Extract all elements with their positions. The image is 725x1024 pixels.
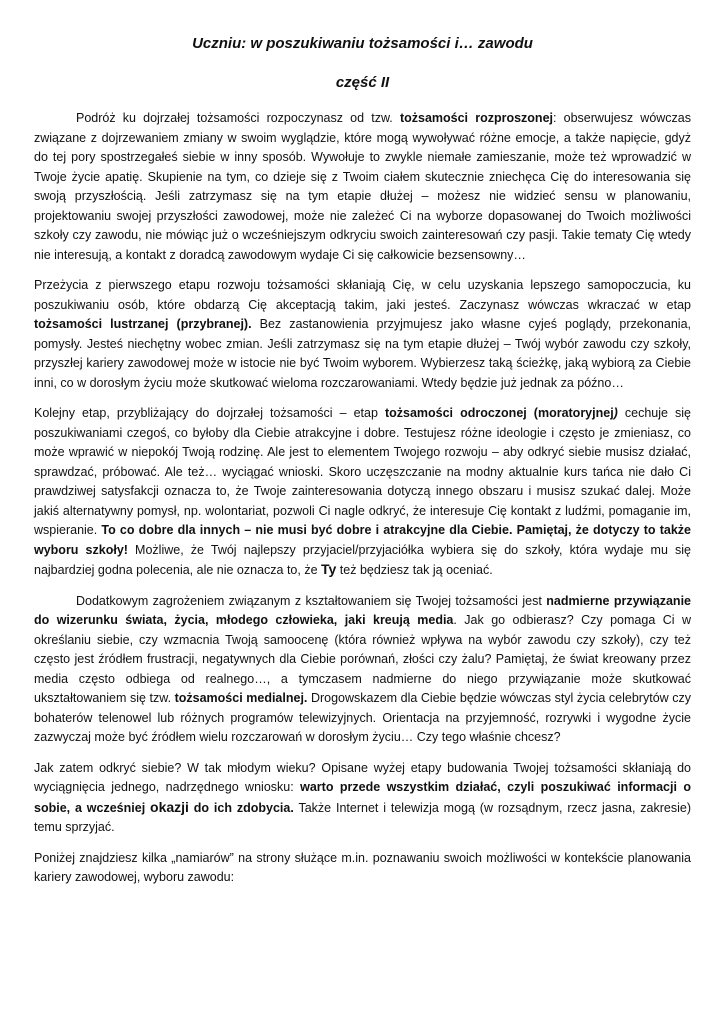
term-media-attachment: nadmierne przywiązanie do wizerunku świata, życia, młodego człowieka, jaki kreują media xyxy=(34,593,691,627)
term-tozsamosc-odroczona: tożsamości odroczonej (moratoryjnej xyxy=(384,406,614,420)
paragraph-conclusion xyxy=(34,759,691,838)
text-run: Kolejny etap, przybliżający do dojrzałej tożsamości – etap xyxy=(34,406,385,420)
paragraph-tozsamosc-rozproszona xyxy=(34,109,691,265)
text-run: Podróż ku dojrzałej tożsamości rozpoczynasz od tzw. xyxy=(76,111,400,125)
paragraph-tozsamosc-lustrzana xyxy=(34,276,691,393)
term-tozsamosc-medialna: tożsamości medialnej. xyxy=(174,691,308,705)
text-run: . Jak go odbierasz? Czy pomaga Ci w określaniu siebie, czy wzmacnia Twoją samoocenę (która również wpływa na wybór zawodu czy szkoły), czy też często jest źródłem frustracji, negatywnych dla Ciebie porównań, złości czy żalu? Pamiętaj, że świat kreowany przez media często odbiega od realnego…, a tymczasem nadmierne do niego przywiązanie może skutkować ukształtowaniem się tzw. xyxy=(34,613,691,705)
text-run: : obserwujesz wówczas związane z dojrzewaniem zmiany w swoim wyglądzie, które mogą wywoływać różne emocje, a także napięcie, gdyż do tej pory spostrzegałeś siebie w inny sposób. Wywołuje to zwykle niemałe zamieszanie, może też wprowadzić w Twoje życie apatię. Skupienie na tym, co dzieje się z Twoim ciałem skutecznie zniechęca Cię do interesowania się swoją przyszłością. Jeśli zatrzymasz się na tym etapie dłużej – możesz nie widzieć sensu w planowaniu, projektowaniu swojej przyszłości zawodowej, może nie zależeć Ci na wyborze dopasowanej do Twoich możliwości szkoły czy zawodu, nie mówiąc już o wcześniejszym odkryciu swoich zainteresowań czy pasji. Takie tematy Cię wtedy nie interesują, a kontakt z doradcą zawodowym wydaje Ci się całkowicie bezsensowny… xyxy=(34,111,692,262)
text-run: Przeżycia z pierwszego etapu rozwoju tożsamości skłaniają Cię, w celu uzyskania lepszego samopoczucia, ku poszukiwaniu osób, które obdarzą Cię akceptacją takim, jaki jesteś. Zaczynasz wówczas wkraczać w etap xyxy=(34,278,691,312)
emphasis-conclusion-end: do ich zdobycia. xyxy=(188,800,294,815)
text-run: Dodatkowym zagrożeniem związanym z kształtowaniem się Twojej tożsamości jest xyxy=(76,593,547,608)
text-run: Jak zatem odkryć siebie? W tak młodym wieku? Opisane wyżej etapy budowania Twojej tożsamości skłaniają do wyciągnięcia jednego, nadrzędnego wniosku: xyxy=(34,760,691,794)
paragraph-links-intro: Poniżej znajdziesz kilka „namiarów” na strony służące m.in. poznawaniu swoich możliwości w kontekście planowania kariery zawodowej, wyboru zawodu: xyxy=(34,850,691,884)
emphasis-conclusion: warto przede wszystkim działać, czyli poszukiwać informacji o sobie, a wcześniej xyxy=(34,780,691,815)
emphasis-ty: Ty xyxy=(321,561,337,577)
paragraph-media xyxy=(34,592,691,748)
text-run: Możliwe, że Twój najlepszy przyjaciel/przyjaciółka wybiera się do szkoły, która wydaje mu się najbardziej godna polecenia, ale nie oznacza to, że xyxy=(34,542,691,577)
text-run: Także Internet i telewizja mogą (w rozsądnym, rzecz jasna, zakresie) temu sprzyjać. xyxy=(34,800,691,834)
document-subtitle: część II xyxy=(335,74,390,91)
emphasis-okazji: okazji xyxy=(150,798,189,815)
term-closing-paren: ) xyxy=(613,406,618,420)
paragraph-tozsamosc-odroczona xyxy=(34,404,691,581)
emphasis-advice: To co dobre dla innych – nie musi być dobre i atrakcyjne dla Ciebie. Pamiętaj, że dotyczy to także wyboru szkoły! xyxy=(34,523,691,557)
text-run: Bez zastanowienia przyjmujesz jako własne cyjeś poglądy, przekonania, pomysły. Jesteś niechętny wobec zmian. Jeśli zatrzymasz się na tym etapie dłużej – Twój wybór zawodu czy szkoły, przyszłej kariery zawodowej może w istocie nie być Twoim wyborem. Wybierzesz taką ścieżkę, jaką wybiorą za Ciebie inni, co w dorosłym życiu może skutkować wieloma rozczarowaniami. Wtedy będzie już jednak za późno… xyxy=(34,317,691,390)
document-title: Uczniu: w poszukiwaniu tożsamości i… zawodu xyxy=(192,35,533,52)
text-run: Drogowskazem dla Ciebie będzie wówczas styl życia celebrytów czy bohaterów telenowel lub różnych programów telewizyjnych. Orientacja na przyjemność, rozrywki i wygodne życie zazwyczaj może być źródłem wielu rozczarowań w dorosłym życiu… Czy tego właśnie chcesz? xyxy=(34,691,691,744)
term-tozsamosc-lustrzana: tożsamości lustrzanej (przybranej). xyxy=(34,317,252,331)
document-page xyxy=(34,34,691,899)
text-run: też będziesz tak ją oceniać. xyxy=(336,563,493,577)
term-tozsamosc-rozproszona: tożsamości rozproszonej xyxy=(399,111,553,125)
text-run: cechuje się poszukiwaniami czegoś, co byłoby dla Ciebie atrakcyjne i dobre. Testujesz różne ideologie i często je zmieniasz, co może wprawić w niepokój Twoją rodzinę. Ale jest to elementem Twojego rozwoju – aby odkryć siebie musisz działać, sprawdzać, próbować. Ale też… wyciągać wnioski. Skoro uczęszczanie na modny aktualnie kurs tańca nie dało Ci prawdziwej satysfakcji oznacza to, że Twoje zainteresowania dotyczą innego obszaru i musisz szukać dalej. Może jakiś alternatywny pomysł, np. wolontariat, pozwoli Ci nagle odkryć, że interesuje Cię kontakt z ludźmi, pomaganie im, wspieranie. xyxy=(34,406,691,537)
